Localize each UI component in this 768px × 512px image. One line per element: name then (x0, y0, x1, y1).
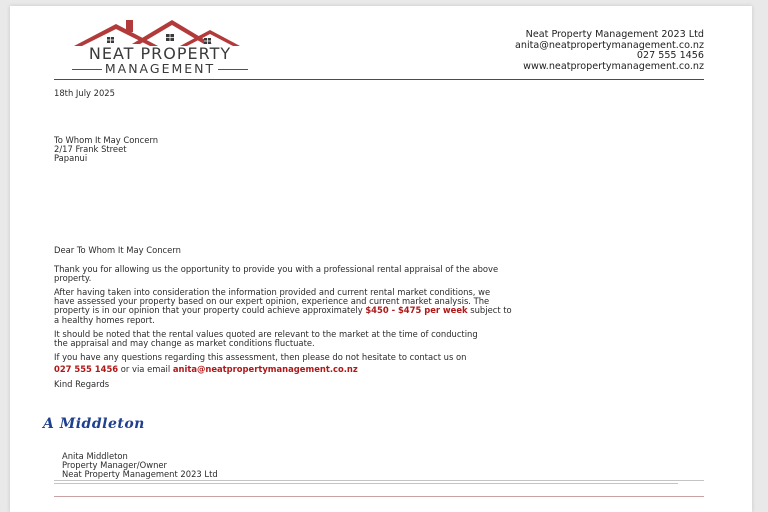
logo-subtitle: MANAGEMENT (104, 61, 216, 76)
paragraph-disclaimer (54, 330, 694, 348)
contact-block (515, 30, 704, 72)
logo-subtitle-wrap (54, 62, 266, 76)
contact-email: anita@neatpropertymanagement.co.nz (514, 39, 704, 51)
salutation: Dear To Whom It May Concern (54, 245, 181, 255)
company-name: Neat Property Management 2023 Ltd (525, 29, 704, 40)
contact-phone-highlight: 027 555 1456 (54, 364, 119, 375)
paragraph-line (54, 365, 694, 374)
letter-page (10, 6, 752, 512)
footer-divider (54, 496, 704, 497)
paragraph-contact (54, 353, 694, 374)
paragraph-assessment (54, 288, 694, 325)
paragraph-line: Thank you for allowing us the opportunity to provide you with a professional rental appraisal of the above (54, 264, 499, 274)
address-line: 2/17 Frank Street (54, 144, 127, 155)
header-divider (54, 79, 704, 80)
fine-print-line (54, 483, 678, 484)
logo-title: NEAT PROPERTY (88, 44, 232, 63)
address-line: Papanui (54, 153, 88, 164)
signoff-block (62, 452, 218, 480)
contact-email-highlight: anita@neatpropertymanagement.co.nz (172, 364, 358, 375)
fine-print-disclaimer (54, 480, 704, 490)
rent-estimate: $450 - $475 per week (365, 305, 468, 316)
rent-sentence-end: subject to (467, 305, 512, 316)
paragraph-line: After having taken into consideration the information provided and current rental market conditions, we (54, 287, 491, 297)
address-line: To Whom It May Concern (54, 135, 159, 145)
contact-connector: or via email (118, 364, 173, 375)
closing: Kind Regards (54, 379, 110, 389)
paragraph-line: property. (54, 273, 92, 284)
signoff-name: Anita Middleton (62, 451, 128, 461)
handwritten-signature: A Middleton (43, 416, 145, 432)
fine-print-line (54, 480, 704, 481)
paragraph-line: have assessed your property based on our expert opinion, experience and current market analysis. The (54, 296, 490, 307)
paragraph-intro (54, 265, 694, 283)
logo-right-rule (218, 69, 248, 70)
contact-phone: 027 555 1456 (636, 50, 704, 62)
contact-website: www.neatpropertymanagement.co.nz (523, 60, 704, 72)
paragraph-line: It should be noted that the rental values quoted are relevant to the market at the time of conducting (54, 329, 478, 339)
recipient-address (54, 136, 158, 164)
signoff-company: Neat Property Management 2023 Ltd (62, 469, 218, 480)
paragraph-line: the appraisal and may change as market conditions fluctuate. (54, 338, 315, 349)
signoff-title: Property Manager/Owner (62, 460, 167, 471)
rent-sentence-start: property is in our opinion that your property could achieve approximately (54, 305, 366, 316)
paragraph-line: a healthy homes report. (54, 314, 155, 325)
letter-date: 18th July 2025 (54, 88, 115, 98)
paragraph-line: If you have any questions regarding this assessment, then please do not hesitate to contact us on (54, 352, 467, 362)
